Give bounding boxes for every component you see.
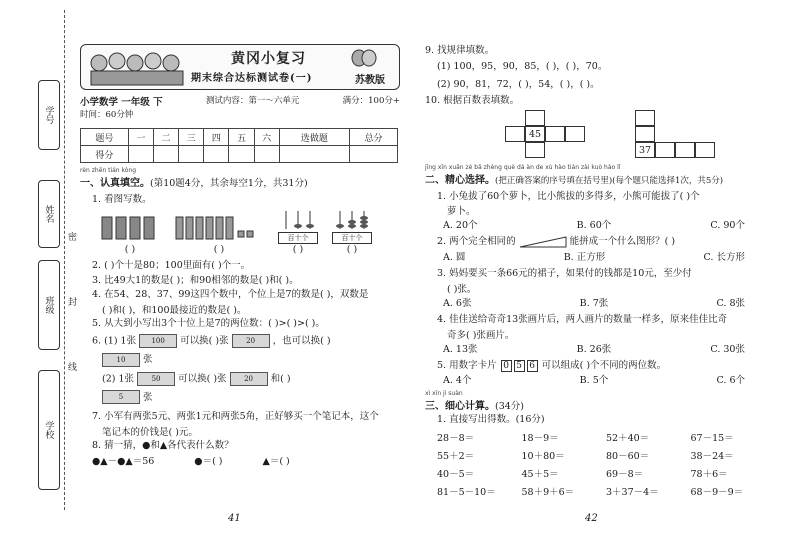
question-1-9-1: (1) 100，95，90，85，( )，( )，70。: [437, 60, 608, 72]
question-1-6b: [80, 372, 400, 386]
banknote-icon: 20: [232, 334, 270, 348]
question-1-8-eq: [80, 453, 400, 467]
option[interactable]: A. 4个: [443, 375, 472, 387]
question-2-1b: 萝卜。: [447, 206, 476, 218]
banknote-icon: 5: [102, 390, 140, 404]
page-number-right: 42: [585, 513, 598, 524]
calc-problem[interactable]: 45＋5＝: [521, 469, 559, 481]
option[interactable]: B. 7张: [579, 297, 609, 309]
option[interactable]: C. 长方形: [703, 252, 745, 264]
grid-cell[interactable]: [635, 126, 655, 142]
option[interactable]: A. 6张: [443, 297, 472, 309]
calc-problem[interactable]: 80－60＝: [606, 451, 650, 463]
section1-pinyin: rèn zhēn tián kòng: [80, 167, 137, 174]
figure-abacus-1: [278, 211, 318, 255]
answer-blank[interactable]: ( ): [292, 243, 304, 255]
question-1-8: 8. 猜一猜，●和▲各代表什么数？: [92, 440, 234, 452]
margin-box-school: [38, 370, 60, 490]
option[interactable]: B. 5个: [579, 375, 609, 387]
q6b-text: (2) 1张: [102, 373, 135, 385]
calc-problem[interactable]: 58＋9＋6＝: [521, 487, 575, 499]
right-page: [425, 44, 775, 498]
q2-text: 能拼成一个什么图形？( ): [569, 236, 676, 248]
time-row: [80, 108, 400, 120]
seal-char: 线: [68, 363, 78, 373]
page-number-left: 41: [228, 513, 241, 524]
question-2-3-options: [425, 295, 775, 309]
score-cell[interactable]: [204, 146, 229, 163]
abacus-icon: [332, 211, 372, 229]
section1-heading: [80, 174, 400, 189]
answer-blank[interactable]: ( ): [124, 243, 136, 255]
question-1-5: 5. 从大到小写出3个十位上是7的两位数：( )>( )>( )。: [92, 318, 325, 330]
grid-cell[interactable]: [655, 142, 675, 158]
grid-cell-given: 37: [635, 142, 655, 158]
right-triangle-icon: [519, 236, 567, 248]
header-banner: [80, 44, 400, 90]
seal-dashed-line: [64, 10, 65, 510]
margin-label: 姓名: [43, 205, 54, 223]
question-2-5: [425, 359, 775, 373]
digit-card: 5: [514, 360, 525, 372]
question-2-3a: 3. 妈妈要买一条66元的裙子，如果付的钱都是10元，至少付: [437, 268, 692, 280]
score-table-header-row: [81, 129, 398, 146]
number-blocks-icon: [174, 215, 264, 241]
digit-card: 6: [527, 360, 538, 372]
section2-pinyin: jīng xīn xuǎn zé bǎ zhèng què dá àn de xù hào tián zài kuò hào lǐ: [425, 163, 621, 171]
banknote-icon: 10: [102, 353, 140, 367]
question-2-1a: 1. 小兔拔了60个萝卜，比小熊拔的多得多，小熊可能拔了( )个: [437, 190, 700, 202]
q1-figures: [80, 211, 400, 255]
margin-box-name: [38, 180, 60, 248]
grid-cell[interactable]: [525, 110, 545, 126]
stick-bundles-icon: [100, 215, 160, 241]
margin-box-class: [38, 260, 60, 350]
section2-heading: [425, 171, 775, 186]
margin-label: 学校: [43, 421, 54, 439]
question-1-4a: 4. 在54、28、37、99这四个数中，个位上是7的数是( )，双数是: [92, 289, 369, 301]
digit-card: 0: [501, 360, 512, 372]
calc-problem[interactable]: 55＋2＝: [437, 451, 475, 463]
question-1-9: 9. 找规律填数。: [425, 45, 495, 56]
margin-box-student-id: [38, 80, 60, 150]
exam-subtitle: 期末综合达标测试卷(一): [191, 73, 313, 84]
grid-cell[interactable]: [675, 142, 695, 158]
section1-title: 一、认真填空。: [80, 178, 150, 189]
option[interactable]: A. 20个: [443, 220, 478, 232]
abacus-icon: [278, 211, 318, 229]
q8-equation: ●▲－●▲＝56: [92, 455, 155, 467]
calc-problem[interactable]: 68－9－9＝: [690, 487, 744, 499]
banknote-icon: 20: [230, 372, 268, 386]
seal-char: 封: [68, 298, 78, 308]
calc-problem[interactable]: 67－15＝: [690, 433, 734, 445]
calc-problem[interactable]: 28－8＝: [437, 433, 475, 445]
grid-a: [505, 110, 585, 158]
table-cell: 二: [153, 129, 178, 146]
calc-problem[interactable]: 78＋6＝: [690, 469, 728, 481]
table-cell: 一: [128, 129, 153, 146]
q2-text: 2. 两个完全相同的: [437, 236, 516, 248]
full-score-label: 满分：100分+: [342, 96, 400, 106]
brand-title: 黄冈小复习: [231, 51, 306, 67]
section3-note: (34分): [495, 401, 525, 413]
section3-pinyin: xì xīn jì suàn: [425, 390, 463, 398]
question-2-1-options: [425, 217, 775, 231]
grid-cell[interactable]: [635, 110, 655, 126]
score-cell[interactable]: [179, 146, 204, 163]
calc-problem[interactable]: 52＋40＝: [606, 433, 650, 445]
answer-blank[interactable]: ( ): [213, 243, 225, 255]
figure-blocks: [174, 215, 264, 255]
question-1-3: 3. 比49大1的数是( )；和90相邻的数是( )和( )。: [92, 274, 299, 286]
q6a-text: 6. (1) 1张: [92, 335, 137, 347]
option[interactable]: C. 90个: [710, 220, 745, 232]
question-1-6a: [80, 334, 400, 348]
q6b-text: 张: [143, 391, 153, 403]
option[interactable]: C. 8张: [716, 297, 745, 309]
question-1-1: 1. 看图写数。: [92, 194, 152, 205]
figure-sticks: [100, 215, 160, 255]
q8-circle-answer[interactable]: ●＝( ): [194, 455, 223, 467]
option[interactable]: B. 26张: [576, 343, 612, 355]
section2-note: (把正确答案的序号填在括号里)(每个题只能选择1次，共5分): [495, 175, 724, 186]
grid-cell-given: 45: [525, 126, 545, 142]
q6b-text: 和( ): [270, 373, 291, 385]
question-1-6a-cont: [80, 351, 400, 367]
score-cell[interactable]: [128, 146, 153, 163]
content-label: 测试内容：第一～六单元: [205, 96, 300, 106]
calc-problem[interactable]: 69－8＝: [606, 469, 644, 481]
table-cell: 总分: [350, 129, 398, 146]
option[interactable]: A. 13张: [443, 343, 478, 355]
table-cell: 三: [179, 129, 204, 146]
grid-cell[interactable]: [545, 126, 565, 142]
q5-text: 可以组成( )个不同的两位数。: [541, 359, 667, 371]
grid-b: [635, 110, 715, 158]
section3-heading: [425, 397, 775, 412]
abacus-label: 百十个: [332, 232, 372, 244]
grade-label: 小学数学 一年级 下: [80, 97, 163, 108]
grid-cell[interactable]: [505, 126, 525, 142]
option[interactable]: B. 60个: [576, 220, 612, 232]
edition-label: 苏教版: [355, 75, 385, 86]
question-2-2: [425, 235, 775, 249]
score-table: [80, 128, 398, 163]
calc-problem[interactable]: 40－5＝: [437, 469, 475, 481]
option[interactable]: C. 30张: [710, 343, 745, 355]
q5-text: 5. 用数字卡片: [437, 359, 497, 371]
table-cell: 题号: [81, 129, 129, 146]
abacus-label: 百十个: [278, 232, 318, 244]
q8-triangle-answer[interactable]: ▲＝( ): [262, 455, 290, 467]
question-2-4b: 奇多( )张画片。: [447, 329, 515, 341]
hundred-chart-grids: [425, 110, 775, 158]
score-table-row: [81, 146, 398, 163]
table-cell: 六: [254, 129, 279, 146]
time-label: 时间：60分钟: [80, 110, 134, 120]
question-1-10: 10. 根据百数表填数。: [425, 94, 520, 106]
question-2-3b: ( )张。: [447, 283, 477, 295]
q6a-text: 可以换( )张: [180, 335, 229, 347]
option[interactable]: C. 6个: [716, 375, 745, 387]
option[interactable]: B. 正方形: [563, 252, 606, 264]
question-2-4a: 4. 佳佳送给奇奇13张画片后，两人画片的数量一样多，原来佳佳比奇: [437, 313, 728, 325]
question-1-6b-cont: [80, 389, 400, 405]
kids-illustration-icon: [87, 49, 187, 87]
calc-problem[interactable]: 10＋80＝: [521, 451, 565, 463]
balloon-icon: [351, 49, 377, 71]
option[interactable]: A. 圆: [443, 252, 466, 264]
question-1-7a: 7. 小军有两张5元、两张1元和两张5角，正好够买一个笔记本，这个: [92, 411, 379, 423]
score-cell[interactable]: [350, 146, 398, 163]
question-1-9-2: (2) 90，81，72，( )，54，( )，( )。: [437, 78, 600, 90]
calc-grid: [425, 430, 775, 498]
section3-title: 三、细心计算。: [425, 401, 495, 413]
table-cell: 得分: [81, 146, 129, 163]
q6a-text: 张: [143, 354, 153, 366]
calc-problem[interactable]: 81－5－10＝: [437, 487, 496, 499]
table-cell: 四: [204, 129, 229, 146]
binding-margin: [8, 20, 78, 500]
question-2-2-options: [425, 249, 775, 263]
grid-cell[interactable]: [525, 142, 545, 158]
seal-char: 密: [68, 233, 78, 243]
answer-blank[interactable]: ( ): [346, 243, 358, 255]
score-cell[interactable]: [153, 146, 178, 163]
score-cell[interactable]: [229, 146, 254, 163]
table-cell: 五: [229, 129, 254, 146]
figure-abacus-2: [332, 211, 372, 255]
question-2-4-options: [425, 341, 775, 355]
margin-label: 学号: [43, 106, 54, 124]
question-1-4b: ( )和( )，和100最接近的数是( )。: [102, 305, 247, 317]
calc-problem[interactable]: 38－24＝: [690, 451, 734, 463]
question-1-7b: 笔记本的价钱是( )元。: [102, 427, 198, 439]
table-cell: 选做题: [279, 129, 349, 146]
question-2-5-options: [425, 372, 775, 386]
left-page: [80, 44, 400, 467]
score-cell[interactable]: [254, 146, 279, 163]
banknote-icon: 100: [139, 334, 177, 348]
section2-title: 二、精心选择。: [425, 174, 495, 186]
calc-problem[interactable]: 18－9＝: [521, 433, 559, 445]
score-cell[interactable]: [279, 146, 349, 163]
calc-problem[interactable]: 3＋37－4＝: [606, 487, 659, 499]
question-1-2: 2. ( )个十是80；100里面有( )个一。: [92, 259, 251, 271]
q6a-text: ，也可以换( ): [272, 335, 331, 347]
grid-cell[interactable]: [565, 126, 585, 142]
exam-info-row: [80, 94, 400, 108]
section1-note: (第10题4分，其余每空1分，共31分): [150, 178, 308, 189]
question-3-1: 1. 直接写出得数。(16分): [437, 414, 545, 426]
q6b-text: 可以换( )张: [178, 373, 227, 385]
banknote-icon: 50: [137, 372, 175, 386]
margin-label: 班级: [43, 296, 54, 314]
grid-cell[interactable]: [695, 142, 715, 158]
